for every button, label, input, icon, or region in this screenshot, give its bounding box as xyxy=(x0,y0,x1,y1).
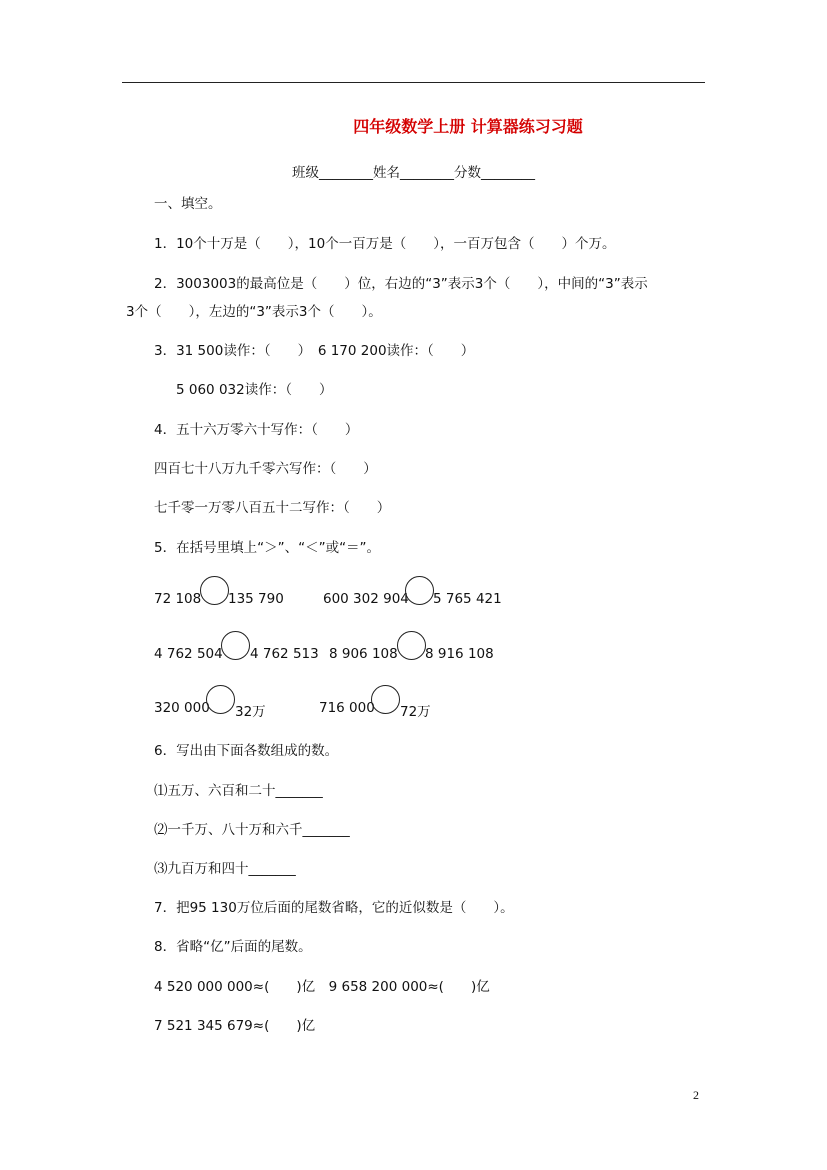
compare-left-value: 716 000 xyxy=(319,700,375,716)
question-8-line-1: 4 520 000 000≈( )亿 9 658 200 000≈( )亿 xyxy=(154,979,490,995)
question-4-line-2: 四百七十八万九千零六写作：（ ） xyxy=(154,461,377,477)
compare-circle[interactable] xyxy=(405,576,434,605)
compare-right-value: 4 762 513 xyxy=(250,646,319,662)
question-6-item-2: ⑵一千万、八十万和六千_______ xyxy=(154,822,350,838)
compare-circle[interactable] xyxy=(206,685,235,714)
question-5: 5．在括号里填上“＞”、“＜”或“＝”。 xyxy=(154,540,381,556)
worksheet-title: 四年级数学上册 计算器练习习题 xyxy=(353,117,583,136)
section-heading: 一、填空。 xyxy=(154,196,222,212)
question-2-line-2: 3个（ ），左边的“3”表示3个（ ）。 xyxy=(126,304,382,320)
compare-circle[interactable] xyxy=(397,631,426,660)
question-6-item-3: ⑶九百万和四十_______ xyxy=(154,861,296,877)
compare-left-value: 72 108 xyxy=(154,591,202,607)
compare-right-value: 5 765 421 xyxy=(433,591,502,607)
compare-left-value: 320 000 xyxy=(154,700,210,716)
compare-circle[interactable] xyxy=(221,631,250,660)
question-6-item-1: ⑴五万、六百和二十_______ xyxy=(154,783,323,799)
compare-circle[interactable] xyxy=(371,685,400,714)
compare-right-value: 135 790 xyxy=(228,591,284,607)
question-8-line-2: 7 521 345 679≈( )亿 xyxy=(154,1018,316,1034)
page-number: 2 xyxy=(693,1088,699,1102)
compare-left-value: 600 302 904 xyxy=(323,591,409,607)
question-4-line-1: 4．五十六万零六十写作：（ ） xyxy=(154,422,359,438)
student-info-line: 班级________姓名________分数________ xyxy=(292,165,535,181)
compare-circle[interactable] xyxy=(200,576,229,605)
compare-right-value: 72万 xyxy=(400,704,431,720)
question-4-line-3: 七千零一万零八百五十二写作：（ ） xyxy=(154,500,391,516)
compare-left-value: 4 762 504 xyxy=(154,646,223,662)
compare-right-value: 32万 xyxy=(235,704,266,720)
header-rule xyxy=(122,82,705,83)
question-6: 6．写出由下面各数组成的数。 xyxy=(154,743,339,759)
question-1: 1．10个十万是（ ），10个一百万是（ ），一百万包含（ ）个万。 xyxy=(154,236,616,252)
question-2-line-1: 2．3003003的最高位是（ ）位，右边的“3”表示3个（ ），中间的“3”表示 xyxy=(154,276,648,292)
compare-right-value: 8 916 108 xyxy=(425,646,494,662)
question-7: 7．把95 130万位后面的尾数省略，它的近似数是（ ）。 xyxy=(154,900,514,916)
question-8: 8．省略“亿”后面的尾数。 xyxy=(154,939,312,955)
question-3-line-1: 3．31 500读作：（ ） 6 170 200读作：（ ） xyxy=(154,343,475,359)
compare-left-value: 8 906 108 xyxy=(329,646,398,662)
question-3-line-2: 5 060 032读作：（ ） xyxy=(176,382,333,398)
